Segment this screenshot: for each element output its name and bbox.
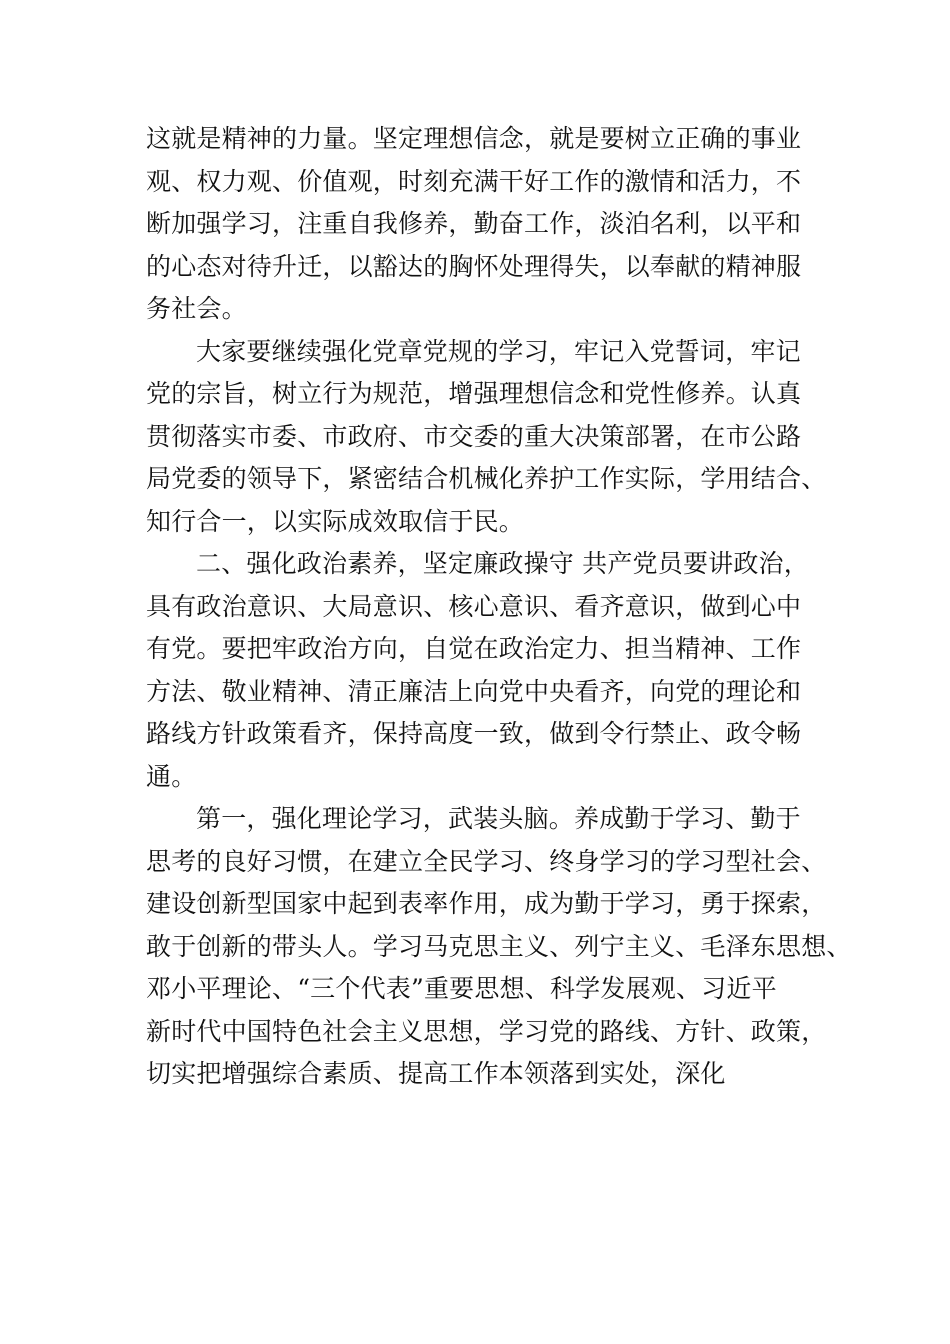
text-line: 通。	[146, 761, 197, 791]
text-line: 党的宗旨，树立行为规范，增强理想信念和党性修养。认真	[146, 379, 802, 408]
text-line: 切实把增强综合素质、提高工作本领落到实处，深化	[146, 1059, 726, 1088]
paragraph-1	[146, 118, 836, 331]
text-line: 邓小平理论、“三个代表”重要思想、科学发展观、习近平	[146, 974, 777, 1003]
text-line: 观、权力观、价值观，时刻充满干好工作的激情和活力，不	[146, 166, 802, 196]
text-line: 二、强化政治素养，坚定廉政操守 共产党员要讲政治，	[196, 549, 809, 578]
paragraph-4	[146, 798, 852, 1096]
text-line: 断加强学习，注重自我修养，勤奋工作，淡泊名利，以平和	[146, 209, 802, 238]
text-line: 新时代中国特色社会主义思想，学习党的路线、方针、政策，	[146, 1016, 827, 1046]
text-line: 建设创新型国家中起到表率作用，成为勤于学习，勇于探索，	[146, 889, 827, 918]
text-line: 这就是精神的力量。坚定理想信念，就是要树立正确的事业	[146, 124, 802, 153]
text-line: 大家要继续强化党章党规的学习，牢记入党誓词，牢记	[196, 336, 801, 366]
text-line: 具有政治意识、大局意识、核心意识、看齐意识，做到心中	[146, 591, 802, 621]
text-line: 贯彻落实市委、市政府、市交委的重大决策部署，在市公路	[146, 421, 802, 451]
text-line: 思考的良好习惯，在建立全民学习、终身学习的学习型社会、	[146, 846, 827, 876]
text-line: 路线方针政策看齐，保持高度一致，做到令行禁止、政令畅	[146, 719, 802, 748]
text-line: 第一，强化理论学习，武装头脑。养成勤于学习、勤于	[196, 804, 801, 833]
text-line: 务社会。	[146, 294, 247, 323]
document-body	[146, 118, 852, 1096]
text-line: 知行合一，以实际成效取信于民。	[146, 506, 525, 536]
text-line: 的心态对待升迁，以豁达的胸怀处理得失，以奉献的精神服	[146, 251, 802, 281]
text-line: 有党。要把牢政治方向，自觉在政治定力、担当精神、工作	[146, 634, 802, 663]
text-line: 敢于创新的带头人。学习马克思主义、列宁主义、毛泽东思想、	[146, 931, 852, 961]
text-line: 局党委的领导下，紧密结合机械化养护工作实际，学用结合、	[146, 464, 827, 493]
paragraph-2	[146, 331, 836, 544]
paragraph-3	[146, 543, 836, 798]
text-line: 方法、敬业精神、清正廉洁上向党中央看齐，向党的理论和	[146, 676, 802, 706]
